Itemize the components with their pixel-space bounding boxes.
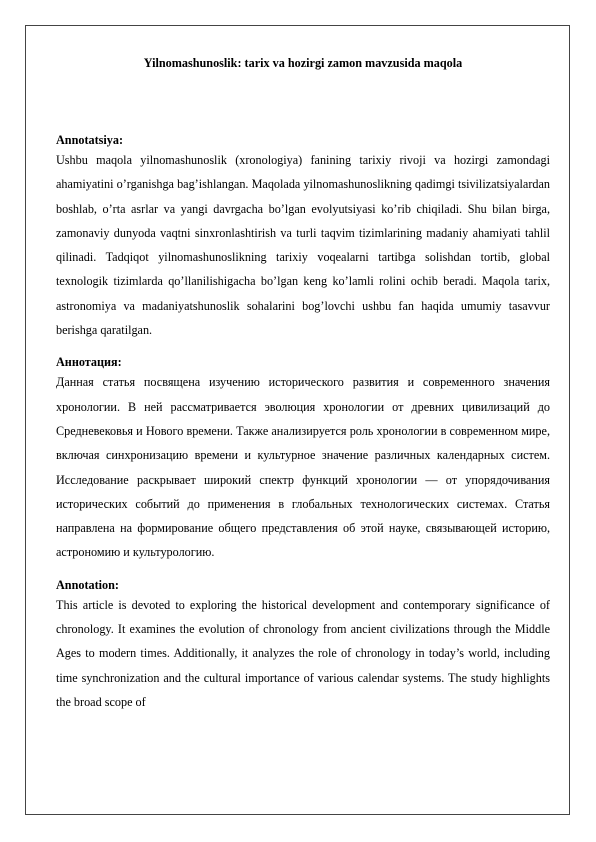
article-title: Yilnomashunoslik: tarix va hozirgi zamon mavzusida maqola <box>143 56 463 70</box>
abstract-text-uzbek: Ushbu maqola yilnomashunoslik (xronologiya) fanining tarixiy rivoji va hozirgi zamondagi ahamiyatini o’rganishga bag’ishlangan. Maqolada yilnomashunoslikning qadimgi tsivilizatsiyalardan boshlab, o’rta asrlar va yangi davrgacha bo’lgan evolyutsiyasi ko’rib chiqiladi. Shu bilan birga, zamonaviy dunyoda vaqtni sinxronlashtirish va turli taqvim tizimlarining madaniy ahamiyati tahlil qilinadi. Tadqiqot yilnomashunoslikning tarixiy voqealarni tartibga solishdan tortib, global texnologik tizimlarda qo’llanilishigacha bo’lgan keng ko’lamli rolini ochib beradi. Maqola tarix, astronomiya va madaniyatshunoslik sohalarini bog’lovchi ushbu fan haqida umumiy tasavvur berishga qaratilgan. <box>56 153 550 338</box>
abstract-text-english: This article is devoted to exploring the historical development and contemporary significance of chronology. It examines the evolution of chronology from ancient civilizations through the Middle Ages to modern times. Additionally, it analyzes the role of chronology in today’s world, including time synchronization and the cultural importance of various calendar systems. The study highlights the broad scope of <box>56 597 550 709</box>
abstract-heading-english: Annotation: <box>56 577 119 592</box>
abstract-english <box>56 577 550 714</box>
abstract-text-russian: Данная статья посвящена изучению исторического развития и современного значения хронологии. В ней рассматривается эволюция хронологии от древних цивилизаций до Средневековья и Нового времени. Также анализируется роль хронологии в современном мире, включая синхронизацию времени и культурное значение различных календарных систем. Исследование раскрывает широкий спектр функций хронологии — от упорядочивания исторических событий до применения в глобальных технологических системах. Статья направлена на формирование общего представления об этой науке, связывающей историю, астрономию и культурологию. <box>56 375 550 560</box>
abstract-uzbek <box>56 132 550 342</box>
abstract-heading-uzbek: Annotatsiya: <box>56 133 124 147</box>
abstract-heading-russian: Аннотация: <box>56 355 122 370</box>
abstract-russian <box>56 354 550 564</box>
article-page <box>56 55 550 714</box>
